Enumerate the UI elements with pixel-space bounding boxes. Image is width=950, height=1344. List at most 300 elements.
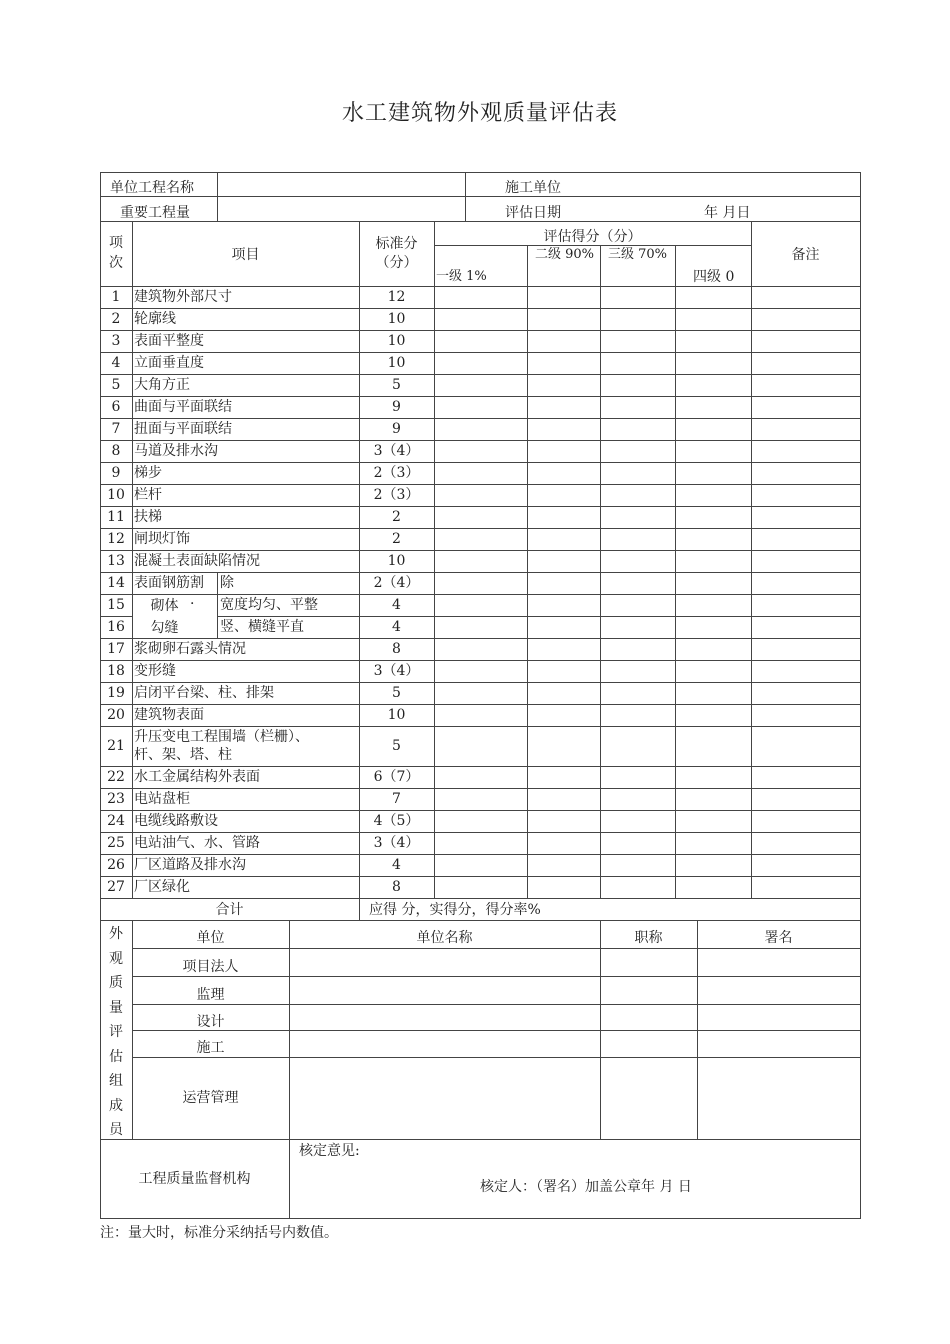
grid-line — [132, 704, 133, 727]
grid-line — [132, 374, 133, 397]
grid-line — [217, 172, 218, 222]
grid-line — [600, 832, 601, 855]
grid-line — [600, 440, 601, 463]
grid-line — [600, 704, 601, 727]
row-index: 26 — [107, 857, 125, 873]
grid-line — [675, 594, 676, 617]
grid-line — [751, 616, 752, 639]
grid-line — [527, 245, 528, 287]
grid-line — [527, 440, 528, 463]
grid-line — [434, 418, 435, 441]
grid-line — [100, 726, 861, 727]
grid-line — [675, 330, 676, 353]
grid-line — [600, 572, 601, 595]
grid-line — [527, 788, 528, 811]
grid-line — [675, 418, 676, 441]
row-index: 21 — [107, 738, 125, 754]
col-remark-header: 备注 — [791, 247, 820, 263]
row-index: 15 — [107, 597, 125, 613]
grid-line — [751, 594, 752, 617]
grid-line — [751, 638, 752, 661]
grid-line — [100, 172, 861, 173]
grid-line — [100, 766, 861, 767]
grid-line — [132, 832, 133, 855]
total-value: 应得 分，实得分，得分率% — [369, 902, 541, 918]
row-std-score: 4 — [392, 857, 401, 873]
grid-line — [100, 418, 861, 419]
grid-line — [527, 704, 528, 727]
row-index: 14 — [107, 575, 125, 591]
row-index: 20 — [107, 707, 125, 723]
grid-line — [751, 660, 752, 683]
grid-line — [100, 788, 861, 789]
grid-line — [600, 638, 601, 661]
grid-line — [132, 854, 133, 877]
grid-line — [751, 682, 752, 705]
grid-line — [675, 506, 676, 529]
grid-line — [751, 440, 752, 463]
row-std-score: 9 — [392, 421, 401, 437]
grid-line — [100, 396, 861, 397]
grid-line — [751, 788, 752, 811]
col-grade1-header: 一级 1% — [436, 269, 487, 284]
grid-line — [132, 286, 133, 309]
grid-line — [600, 810, 601, 833]
row-item: 闸坝灯饰 — [134, 531, 190, 547]
row-item: 轮廓线 — [134, 311, 176, 327]
row-std-score: 8 — [392, 879, 401, 895]
grid-line — [132, 788, 133, 811]
committee-side-label: 外 观 质 量 评 估 组 成 员 — [109, 926, 123, 1138]
row-item: 升压变电工程围墙（栏栅）、 — [134, 729, 309, 745]
grid-line — [527, 308, 528, 331]
row-item: 马道及排水沟 — [134, 443, 218, 459]
grid-line — [100, 810, 861, 811]
row-std-score: 6（7） — [373, 769, 420, 785]
row-item: 浆砌卵石露头情况 — [134, 641, 246, 657]
grid-line — [434, 352, 435, 375]
grid-line — [527, 286, 528, 309]
grid-line — [132, 1030, 861, 1031]
grid-line — [675, 810, 676, 833]
grid-line — [751, 810, 752, 833]
grid-line — [675, 374, 676, 397]
grid-line — [100, 704, 861, 705]
grid-line — [132, 682, 133, 705]
grid-line — [100, 506, 861, 507]
row-std-score: 10 — [387, 707, 406, 723]
grid-line — [132, 308, 133, 331]
grid-line — [600, 418, 601, 441]
grid-line — [600, 550, 601, 573]
grid-line — [751, 766, 752, 789]
col-grade3-header: 三级 70% — [608, 247, 668, 262]
grid-line — [434, 832, 435, 855]
grid-line — [434, 704, 435, 727]
grid-line — [675, 832, 676, 855]
grid-line — [434, 638, 435, 661]
grid-line — [600, 396, 601, 419]
grid-line — [434, 396, 435, 419]
masonry-label: 勾缝 — [150, 620, 179, 636]
grid-line — [100, 440, 861, 441]
grid-line — [675, 638, 676, 661]
supervision-signer: 核定人：（署名）加盖公章年 月 日 — [480, 1179, 692, 1195]
row-index: 18 — [107, 663, 125, 679]
grid-line — [132, 330, 133, 353]
row-index: 5 — [111, 377, 121, 393]
grid-line — [527, 572, 528, 595]
grid-line — [100, 616, 133, 617]
grid-line — [434, 484, 435, 507]
grid-line — [675, 462, 676, 485]
row-std-score: 4（5） — [373, 813, 420, 829]
grid-line — [527, 854, 528, 877]
row-std-score: 10 — [387, 553, 406, 569]
grid-line — [600, 726, 601, 767]
grid-line — [751, 352, 752, 375]
committee-col-sign: 署名 — [764, 930, 793, 946]
grid-line — [100, 920, 861, 921]
grid-line — [100, 1218, 861, 1219]
grid-line — [527, 374, 528, 397]
row-item: 建筑物外部尺寸 — [134, 289, 232, 305]
committee-member: 项目法人 — [182, 959, 239, 975]
row-item: 立面垂直度 — [134, 355, 204, 371]
row-index: 9 — [111, 465, 121, 481]
grid-line — [675, 440, 676, 463]
grid-line — [359, 898, 360, 921]
grid-line — [675, 396, 676, 419]
committee-col-title: 职称 — [634, 930, 663, 946]
grid-line — [100, 286, 861, 287]
grid-line — [600, 374, 601, 397]
footnote: 注：量大时，标准分采纳括号内数值。 — [100, 1225, 338, 1241]
row-item: 扭面与平面联结 — [134, 421, 232, 437]
grid-line — [600, 462, 601, 485]
grid-line — [100, 352, 861, 353]
col-item-header: 项目 — [231, 247, 260, 263]
grid-line — [434, 286, 435, 309]
grid-line — [527, 462, 528, 485]
grid-line — [100, 638, 861, 639]
row-item: 梯步 — [134, 465, 162, 481]
row-index: 19 — [107, 685, 125, 701]
grid-line — [434, 572, 435, 595]
grid-line — [675, 616, 676, 639]
grid-line — [751, 418, 752, 441]
grid-line — [675, 572, 676, 595]
grid-line — [132, 418, 133, 441]
row-index: 22 — [107, 769, 125, 785]
row-std-score: 2 — [392, 531, 401, 547]
row-std-score: 3（4） — [373, 663, 420, 679]
grid-line — [527, 832, 528, 855]
grid-line — [434, 766, 435, 789]
grid-line — [600, 616, 601, 639]
row-std-score: 5 — [392, 377, 401, 393]
grid-line — [600, 286, 601, 309]
row-index: 10 — [107, 487, 125, 503]
grid-line — [434, 330, 435, 353]
total-label: 合计 — [215, 902, 244, 918]
grid-line — [527, 352, 528, 375]
row-std-score: 5 — [392, 685, 401, 701]
row-item: 启闭平台梁、柱、排架 — [134, 685, 274, 701]
grid-line — [600, 788, 601, 811]
row-index: 17 — [107, 641, 125, 657]
col-grade2-header: 二级 90% — [535, 247, 595, 262]
grid-line — [527, 550, 528, 573]
grid-line — [675, 245, 676, 287]
grid-line — [751, 462, 752, 485]
row-index: 6 — [111, 399, 121, 415]
grid-line — [527, 506, 528, 529]
grid-line — [675, 308, 676, 331]
row-item: 表面平整度 — [134, 333, 204, 349]
grid-line — [132, 660, 133, 683]
row-index: 23 — [107, 791, 125, 807]
grid-line — [100, 854, 861, 855]
grid-line — [100, 594, 861, 595]
grid-line — [527, 810, 528, 833]
grid-line — [434, 660, 435, 683]
row-std-score: 10 — [387, 311, 406, 327]
row-item: 电站盘柜 — [134, 791, 190, 807]
grid-line — [434, 550, 435, 573]
row-index: 24 — [107, 813, 125, 829]
eval-date-suffix: 年 月日 — [704, 205, 751, 221]
grid-line — [100, 374, 861, 375]
grid-line — [100, 196, 861, 197]
masonry-dot: · — [190, 596, 195, 612]
committee-member: 运营管理 — [182, 1090, 239, 1106]
row-std-score: 2 — [392, 509, 401, 525]
row-subitem: 竖、横缝平直 — [220, 619, 304, 635]
grid-line — [132, 976, 861, 977]
grid-line — [675, 766, 676, 789]
row-std-score: 2（3） — [373, 487, 420, 503]
grid-line — [434, 810, 435, 833]
row-std-score: 10 — [387, 333, 406, 349]
grid-line — [434, 440, 435, 463]
grid-line — [434, 876, 435, 899]
row-index: 2 — [111, 311, 121, 327]
grid-line — [217, 616, 218, 639]
grid-line — [600, 528, 601, 551]
grid-line — [751, 704, 752, 727]
grid-line — [600, 506, 601, 529]
row-std-score: 8 — [392, 641, 401, 657]
grid-line — [434, 854, 435, 877]
grid-line — [465, 172, 466, 222]
row-index: 4 — [111, 355, 121, 371]
grid-line — [132, 1004, 861, 1005]
grid-line — [600, 766, 601, 789]
grid-line — [751, 550, 752, 573]
grid-line — [100, 484, 861, 485]
grid-line — [600, 660, 601, 683]
grid-line — [751, 330, 752, 353]
col-index-header: 次 — [109, 255, 123, 271]
grid-line — [527, 638, 528, 661]
grid-line — [527, 528, 528, 551]
grid-line — [751, 374, 752, 397]
grid-line — [675, 286, 676, 309]
row-std-score: 4 — [392, 597, 401, 613]
row-std-score: 12 — [387, 289, 406, 305]
grid-line — [132, 352, 133, 375]
grid-line — [132, 810, 133, 833]
grid-line — [132, 766, 133, 789]
grid-line — [434, 374, 435, 397]
row-subitem: 宽度均匀、平整 — [220, 597, 318, 613]
grid-line — [527, 330, 528, 353]
col-eval-header: 评估得分（分） — [543, 229, 642, 245]
col-std-header: （分） — [375, 255, 418, 271]
grid-line — [600, 308, 601, 331]
row-std-score: 7 — [392, 791, 401, 807]
row-item: 混凝土表面缺陷情况 — [134, 553, 260, 569]
row-index: 12 — [107, 531, 125, 547]
grid-line — [675, 854, 676, 877]
row-item: 表面钢筋割 — [134, 575, 204, 591]
row-item: 水工金属结构外表面 — [134, 769, 260, 785]
col-grade4-header: 四级 0 — [693, 269, 735, 285]
row-std-score: 10 — [387, 355, 406, 371]
grid-line — [132, 572, 133, 595]
grid-line — [675, 704, 676, 727]
grid-line — [751, 854, 752, 877]
row-index: 11 — [107, 509, 125, 525]
grid-line — [434, 726, 435, 767]
grid-line — [675, 660, 676, 683]
grid-line — [434, 594, 435, 617]
grid-line — [100, 221, 861, 222]
row-item: 厂区绿化 — [134, 879, 190, 895]
row-index: 7 — [111, 421, 121, 437]
grid-line — [100, 682, 861, 683]
supervision-opinion: 核定意见: — [299, 1143, 360, 1159]
grid-line — [434, 245, 752, 246]
grid-line — [600, 352, 601, 375]
grid-line — [527, 726, 528, 767]
grid-line — [600, 484, 601, 507]
grid-line — [751, 506, 752, 529]
construction-unit-label: 施工单位 — [505, 180, 561, 196]
row-index: 25 — [107, 835, 125, 851]
row-std-score: 2（3） — [373, 465, 420, 481]
col-index-header: 项 — [109, 235, 123, 251]
grid-line — [132, 462, 133, 485]
grid-line — [100, 550, 861, 551]
grid-line — [132, 484, 133, 507]
grid-line — [132, 550, 133, 573]
grid-line — [434, 528, 435, 551]
row-index: 8 — [111, 443, 121, 459]
grid-line — [100, 330, 861, 331]
grid-line — [675, 484, 676, 507]
grid-line — [751, 396, 752, 419]
grid-line — [675, 788, 676, 811]
grid-line — [434, 616, 435, 639]
grid-line — [100, 308, 861, 309]
grid-line — [132, 440, 133, 463]
grid-line — [527, 682, 528, 705]
row-item: 电缆线路敷设 — [134, 813, 218, 829]
row-index: 16 — [107, 619, 125, 635]
grid-line — [434, 308, 435, 331]
grid-line — [132, 638, 133, 661]
grid-line — [100, 528, 861, 529]
grid-line — [600, 876, 601, 899]
grid-line — [751, 484, 752, 507]
grid-line — [675, 726, 676, 767]
row-std-score: 3（4） — [373, 443, 420, 459]
row-subitem: 除 — [220, 575, 234, 591]
grid-line — [675, 528, 676, 551]
grid-line — [600, 330, 601, 353]
row-item: 厂区道路及排水沟 — [134, 857, 246, 873]
grid-line — [527, 396, 528, 419]
grid-line — [751, 308, 752, 331]
grid-line — [751, 726, 752, 767]
page-title: 水工建筑物外观质量评估表 — [341, 101, 618, 126]
grid-line — [100, 572, 861, 573]
row-item: 变形缝 — [134, 663, 176, 679]
row-item: 栏杆 — [134, 487, 162, 503]
row-index: 27 — [107, 879, 125, 895]
grid-line — [675, 550, 676, 573]
grid-line — [100, 898, 861, 899]
grid-line — [600, 594, 601, 617]
row-std-score: 2（4） — [373, 575, 420, 591]
grid-line — [100, 1139, 861, 1140]
grid-line — [527, 484, 528, 507]
grid-line — [100, 876, 861, 877]
grid-line — [132, 948, 861, 949]
supervision-label: 工程质量监督机构 — [138, 1171, 251, 1187]
grid-line — [675, 876, 676, 899]
row-item: 电站油气、水、管路 — [134, 835, 260, 851]
grid-line — [751, 832, 752, 855]
grid-line — [600, 682, 601, 705]
grid-line — [600, 854, 601, 877]
grid-line — [751, 572, 752, 595]
row-item: 建筑物表面 — [134, 707, 204, 723]
grid-line — [289, 1139, 290, 1219]
row-index: 1 — [111, 289, 121, 305]
row-item: 杆、架、塔、柱 — [134, 747, 232, 763]
row-item: 曲面与平面联结 — [134, 399, 232, 415]
grid-line — [434, 682, 435, 705]
grid-line — [751, 286, 752, 309]
grid-line — [217, 594, 218, 617]
grid-line — [100, 462, 861, 463]
row-index: 13 — [107, 553, 125, 569]
grid-line — [132, 396, 133, 419]
grid-line — [434, 462, 435, 485]
grid-line — [132, 726, 133, 767]
grid-line — [527, 418, 528, 441]
grid-line — [100, 832, 861, 833]
grid-line — [600, 245, 601, 287]
grid-line — [751, 528, 752, 551]
row-index: 3 — [111, 333, 121, 349]
grid-line — [675, 682, 676, 705]
grid-line — [527, 660, 528, 683]
grid-line — [100, 660, 861, 661]
